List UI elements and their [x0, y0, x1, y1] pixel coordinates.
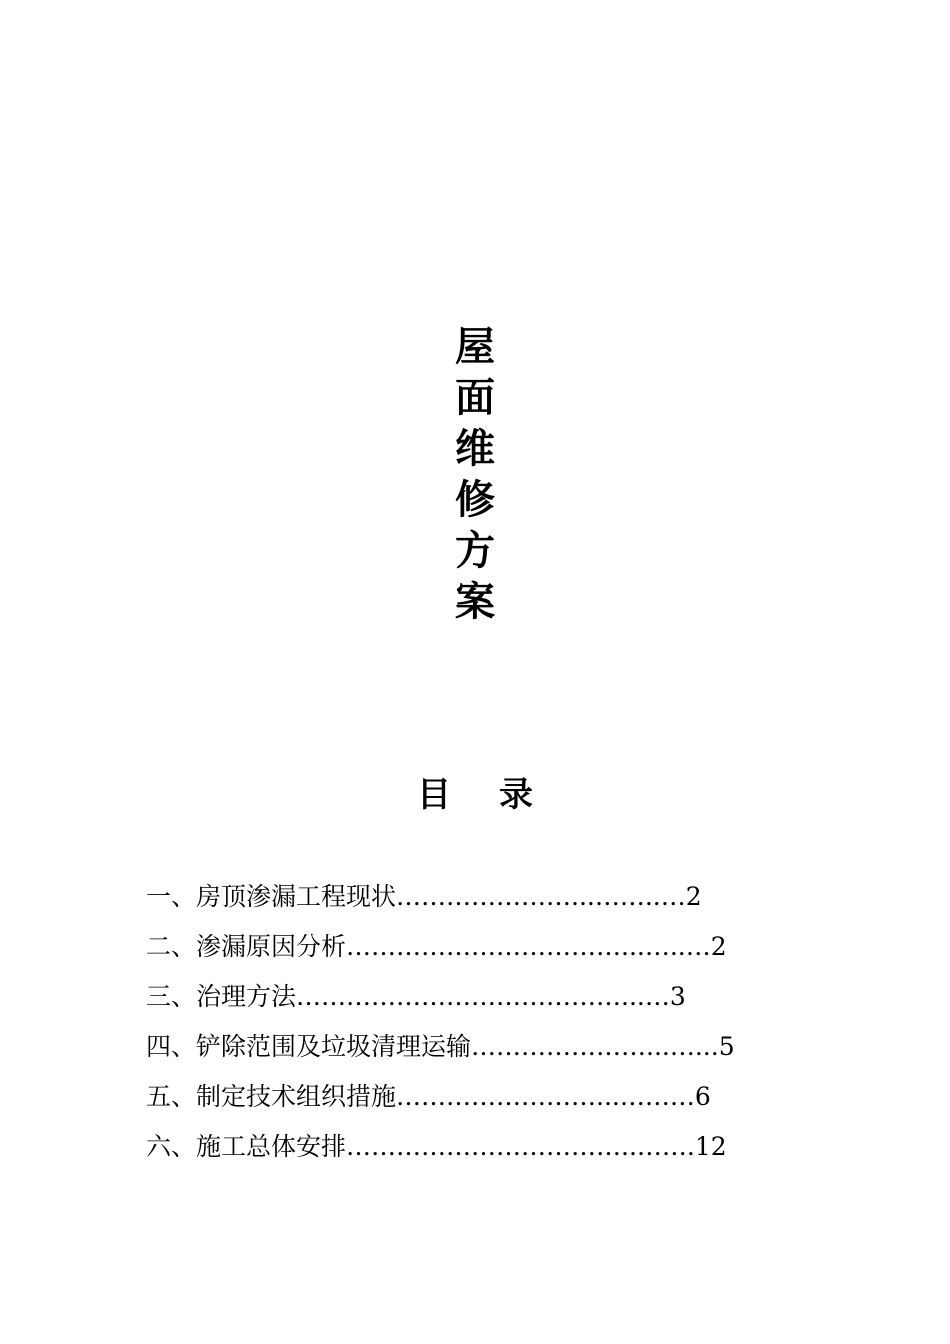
- document-title: [0, 322, 950, 628]
- toc-item-page: 6: [694, 1082, 711, 1111]
- toc-item-page: 2: [685, 882, 702, 911]
- title-char: 屋: [455, 324, 495, 370]
- toc-item[interactable]: [146, 872, 806, 922]
- toc-item[interactable]: [146, 922, 806, 972]
- toc-item-label: 五、制定技术组织措施: [146, 1082, 397, 1111]
- toc-item-label: 二、渗漏原因分析: [146, 932, 347, 961]
- toc-heading-right: 录: [499, 775, 533, 815]
- toc-item-page: 3: [669, 982, 686, 1011]
- toc-heading: [0, 770, 950, 820]
- toc-item-leader: ……………………………...…..…: [346, 932, 711, 961]
- toc-item-page: 2: [710, 932, 727, 961]
- toc-list: [146, 872, 806, 1172]
- toc-item-leader: ……………………...………: [396, 1082, 695, 1111]
- toc-item-leader: …………………...…...: [471, 1032, 719, 1061]
- toc-item-leader: …………………...……..…: [396, 882, 686, 911]
- toc-heading-left: 目: [417, 775, 451, 815]
- toc-item-page: 5: [718, 1032, 735, 1061]
- toc-item[interactable]: [146, 972, 806, 1022]
- toc-item-page: 12: [694, 1132, 727, 1161]
- title-char: 修: [455, 477, 495, 523]
- title-char: 方: [455, 528, 495, 574]
- toc-item[interactable]: [146, 1122, 806, 1172]
- toc-item[interactable]: [146, 1072, 806, 1122]
- toc-item-label: 六、施工总体安排: [146, 1132, 347, 1161]
- toc-item-leader: ……………………………..…….: [346, 1132, 695, 1161]
- toc-item-label: 三、治理方法: [146, 982, 297, 1011]
- title-char: 案: [455, 579, 495, 625]
- title-char: 维: [455, 426, 495, 472]
- toc-item[interactable]: [146, 1022, 806, 1072]
- toc-item-leader: …………………………………...…: [296, 982, 670, 1011]
- title-char: 面: [455, 375, 495, 421]
- toc-item-label: 四、铲除范围及垃圾清理运输: [146, 1032, 472, 1061]
- toc-item-label: 一、房顶渗漏工程现状: [146, 882, 397, 911]
